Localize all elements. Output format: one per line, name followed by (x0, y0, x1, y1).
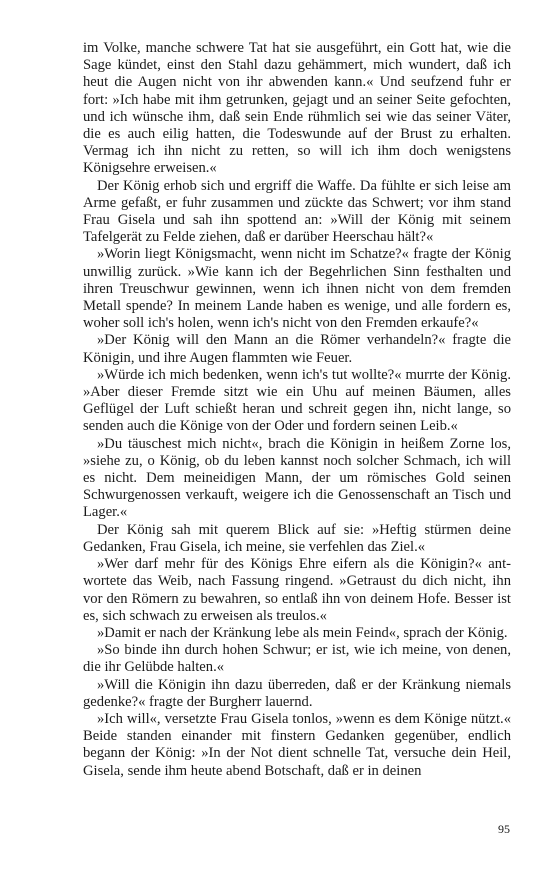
paragraph-6: »Du täuschest mich nicht«, brach die Königin in heißem Zorne los, »siehe zu, o König, ob du leben kannst noch solcher Schmach, ich will es nicht. Dem meineidigen Mann, der um römisches Gold seinen Schwurgenossen verkauft, weigere ich die Genossenschaft an Tisch und Lager.« (83, 435, 511, 521)
paragraph-9: »Damit er nach der Kränkung lebe als mein Feind«, sprach der König. (97, 624, 508, 641)
paragraph-12: »Ich will«, versetzte Frau Gisela tonlos, »wenn es dem Könige nützt.« Beide standen einander mit finstern Gedanken gegenüber, endlich begann der König: »In der Not dient schnelle Tat, versuche dein Heil, Gisela, sende ihm heute abend Botschaft, daß er in deinen (83, 710, 511, 779)
body-text (83, 40, 511, 780)
page-number: 95 (498, 822, 510, 836)
paragraph-2: Der König erhob sich und ergriff die Waffe. Da fühlte er sich leise am Arme gefaßt, er fuhr zusammen und zückte das Schwert; vor ihm stand Frau Gisela und sah ihn spottend an: »Will der König mit seinem Tafelgerät zu Felde ziehen, daß er darüber Heerschau hält?« (83, 177, 511, 246)
paragraph-5: »Würde ich mich bedenken, wenn ich's tut wollte?« murrte der König. »Aber dieser Fremde sitzt wie ein Uhu auf meinen Bäumen, alles Geflügel der Luft schießt heran und schreit gegen ihn, nicht lange, so senden auch die Könige von der Oder und fordern seinen Leib.« (83, 366, 511, 435)
paragraph-1: im Volke, manche schwere Tat hat sie ausgeführt, ein Gott hat, wie die Sage kündet, einst den Stahl dazu gehämmert, mich wundert, daß ich heut die Augen nicht von ihr abwenden kann.« Und seufzend fuhr er fort: »Ich habe mit ihm getrunken, gejagt und an seiner Seite gefochten, und ich wünsche ihm, daß sein Ende rühmlich sei wie das seiner Väter, die es auch eilig hatten, die Todeswunde auf der Brust zu erhalten. Vermag ich ihn nicht zu retten, so will ich ihm doch wenigstens Königsehre erweisen.« (83, 40, 511, 177)
paragraph-11: »Will die Königin ihn dazu überreden, daß er der Kränkung niemals gedenke?« fragte der Burgherr lauernd. (83, 676, 511, 710)
paragraph-3: »Worin liegt Königsmacht, wenn nicht im Schatze?« fragte der König unwillig zurück. »Wie kann ich der Begehrlichen Sinn festhalten und ihren Treuschwur gewinnen, wenn ich ihnen nicht von dem fremden Metall spende? In meinem Lande haben es wenige, und alle fordern es, woher soll ich's holen, wenn ich's nicht von den Fremden erkaufe?« (83, 246, 511, 332)
paragraph-4: »Der König will den Mann an die Römer verhandeln?« fragte die Königin, und ihre Augen flammten wie Feuer. (83, 332, 511, 366)
paragraph-8: »Wer darf mehr für des Königs Ehre eifern als die Königin?« antwortete das Weib, nach Fassung ringend. »Getraust du dich nicht, ihn vor den Römern zu bewahren, so entlaß ihn von deinem Hofe. Besser ist es, sich schwach zu erweisen als treulos.« (83, 556, 511, 624)
paragraph-7: Der König sah mit querem Blick auf sie: »Heftig stürmen deine Gedanken, Frau Gisela, ich meine, sie verfehlen das Ziel.« (83, 521, 511, 555)
paragraph-10: »So binde ihn durch hohen Schwur; er ist, wie ich meine, von denen, die ihr Gelübde halten.« (83, 642, 511, 676)
